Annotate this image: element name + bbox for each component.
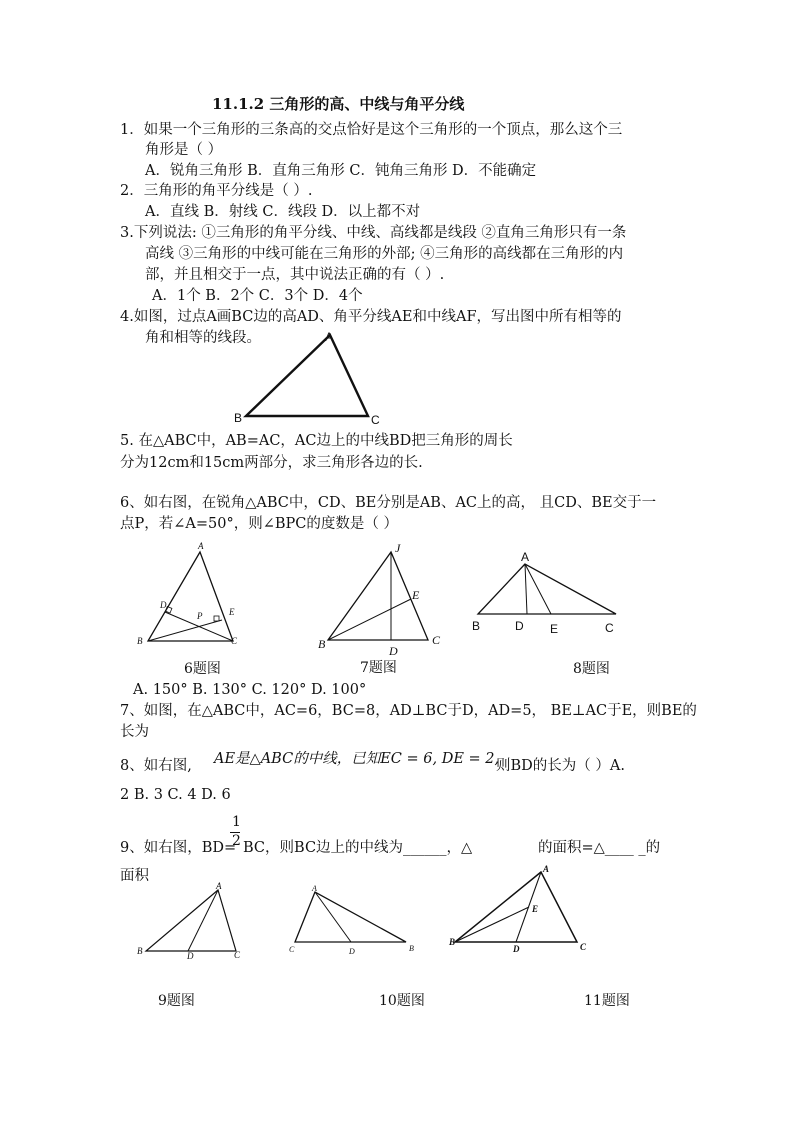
q4-label-a: A [325, 330, 334, 344]
q4-line1: 4.如图，过点A画BC边的高AD、角平分线AE和中线AF，写出图中所有相等的 [120, 309, 622, 325]
q7-line2: 长为 [120, 724, 149, 740]
q4-triangle [246, 335, 368, 416]
fig6-label-b: B [137, 636, 143, 646]
fig8-caption: 8题图 [573, 661, 610, 677]
q3-options: A．1个 B．2个 C．3个 D．4个 [152, 288, 363, 304]
fig10-caption: 10题图 [379, 993, 425, 1009]
fig9-label-a: A [216, 881, 222, 891]
q8-suffix: 则BD的长为（ ）A. [496, 758, 625, 774]
q1-line2: 角形是（ ） [145, 142, 223, 158]
fig9-label-b: B [137, 946, 143, 956]
fig9-label-c: C [234, 950, 241, 960]
fig7-caption: 7题图 [360, 660, 397, 676]
fig11-label-e: E [532, 904, 539, 914]
q9-prefix: 9、如右图，BD= [120, 840, 237, 856]
fig11 [450, 865, 585, 950]
q9-line2: 面积 [120, 868, 149, 884]
fig11-label-c: C [580, 942, 587, 952]
fig9 [140, 885, 250, 957]
fig8-label-c: C [605, 621, 614, 635]
q6-line2: 点P，若∠A=50°，则∠BPC的度数是（ ） [120, 516, 398, 532]
fig6-label-e: E [229, 607, 235, 617]
q6-line1: 6、如右图，在锐角△ABC中，CD、BE分别是AB、AC上的高， 且CD、BE交于一 [120, 495, 657, 511]
fig6-caption: 6题图 [184, 661, 221, 677]
fig11-caption: 11题图 [584, 993, 630, 1009]
q4-triangle-figure [230, 330, 390, 430]
fig9-label-d: D [187, 951, 194, 961]
q5-line2: 分为12cm和15cm两部分，求三角形各边的长. [120, 455, 423, 471]
q9-right: 的面积=△____ _的 [538, 840, 661, 856]
q3-line3: 部，并且相交于一点，其中说法正确的有（ ）. [145, 267, 445, 283]
fig10-label-d: D [349, 947, 355, 956]
q3-line2: 高线 ③三角形的中线可能在三角形的外部; ④三角形的高线都在三角形的内 [145, 246, 624, 262]
q8-options: 2 B. 3 C. 4 D. 6 [120, 787, 231, 803]
fig10-label-c: C [289, 945, 295, 954]
fig8 [470, 555, 620, 625]
fig9-caption: 9题图 [158, 993, 195, 1009]
fig10-label-b: B [409, 944, 414, 953]
q1-options: A．锐角三角形 B．直角三角形 C．钝角三角形 D．不能确定 [145, 163, 537, 179]
fig6 [140, 544, 250, 649]
q2-line1: 2．三角形的角平分线是（ ）. [120, 183, 313, 199]
q7-line1: 7、如图，在△ABC中，AC=6，BC=8，AD⊥BC于D，AD=5， BE⊥AC于E，则BE的 [120, 703, 697, 719]
q4-label-b: B [234, 411, 243, 425]
q8-formula: AE是△ABC的中线，已知EC = 6, DE = 2, [214, 751, 500, 767]
fig11-label-a: A [543, 864, 550, 874]
fig10 [288, 885, 413, 950]
fig10-label-a: A [312, 884, 317, 893]
fig6-label-d: D [160, 600, 167, 610]
q4-line2: 角和相等的线段。 [145, 330, 261, 346]
fig6-label-a: A [198, 541, 204, 551]
fig11-label-d: D [513, 944, 520, 954]
fig8-label-a: A [521, 550, 530, 564]
q9-middle: BC，则BC边上的中线为______，△ [243, 840, 473, 856]
q6-options: A. 150° B. 130° C. 120° D. 100° [133, 682, 367, 698]
fig11-label-b: B [449, 937, 456, 947]
fig7-label-d: D [389, 644, 398, 658]
fig8-label-e: E [550, 622, 559, 636]
fig6-label-c: C [231, 636, 238, 646]
q9-fraction-numerator: 1 [232, 814, 241, 830]
fig8-label-b: B [472, 619, 481, 633]
fig8-label-d: D [515, 619, 524, 633]
fig7-label-e: E [412, 588, 420, 602]
q3-line1: 3.下列说法: ①三角形的角平分线、中线、高线都是线段 ②直角三角形只有一条 [120, 225, 627, 241]
q8-prefix: 8、如右图, [120, 758, 192, 774]
q4-label-c: C [371, 413, 380, 427]
page-title: 11.1.2 三角形的高、中线与角平分线 [212, 95, 465, 113]
fig7-label-b: B [318, 637, 326, 651]
q9-fraction-denominator: 2 [232, 833, 241, 849]
fig6-label-p: P [197, 611, 203, 621]
q1-line1: 1．如果一个三角形的三条高的交点恰好是这个三角形的一个顶点，那么这个三 [120, 122, 623, 138]
fig7-label-a: J [395, 541, 401, 555]
q5-line1: 5. 在△ABC中，AB=AC，AC边上的中线BD把三角形的周长 [120, 433, 513, 449]
fig7-label-c: C [432, 633, 441, 647]
q2-options: A．直线 B．射线 C．线段 D．以上都不对 [145, 204, 421, 220]
